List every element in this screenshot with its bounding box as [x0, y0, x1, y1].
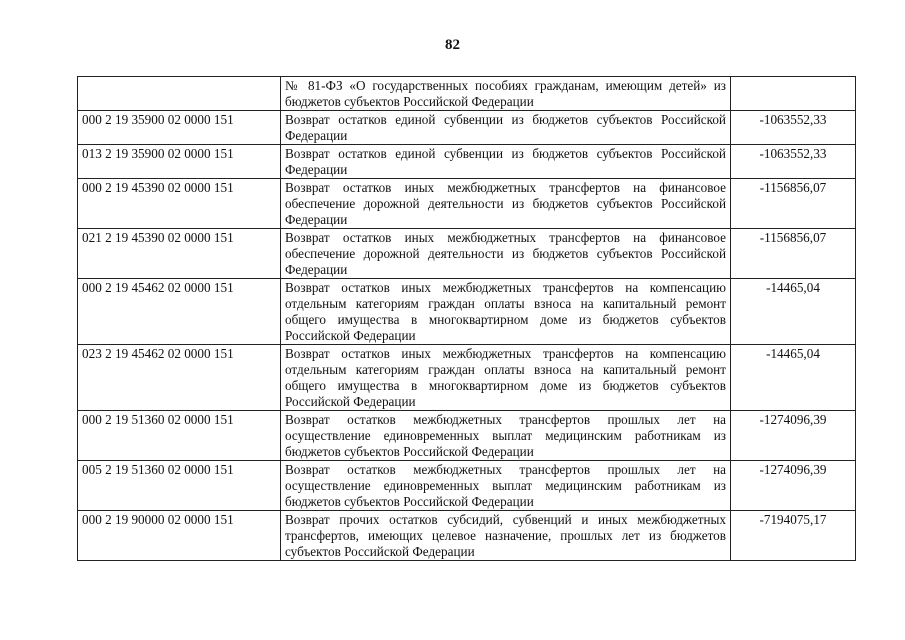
table-row — [78, 345, 856, 411]
row-description: Возврат остатков иных межбюджетных трансфертов на компенсацию отдельным категориям граждан оплаты взноса на капитальный ремонт общего имущества в многоквартирном доме из бюджетов субъектов Российской Федерации — [281, 345, 731, 411]
row-amount: -1156856,07 — [731, 179, 856, 229]
table-row — [78, 229, 856, 279]
table-row — [78, 145, 856, 179]
budget-code — [78, 77, 281, 111]
row-amount: -14465,04 — [731, 279, 856, 345]
table-row — [78, 279, 856, 345]
table-row — [78, 411, 856, 461]
row-amount: -1063552,33 — [731, 111, 856, 145]
row-amount: -1274096,39 — [731, 411, 856, 461]
row-description: Возврат остатков единой субвенции из бюджетов субъектов Российской Федерации — [281, 145, 731, 179]
row-description: Возврат остатков межбюджетных трансфертов прошлых лет на осуществление единовременных выплат медицинским работникам из бюджетов субъектов Российской Федерации — [281, 411, 731, 461]
budget-table — [77, 76, 856, 561]
row-description: № 81-ФЗ «О государственных пособиях гражданам, имеющим детей» из бюджетов субъектов Российской Федерации — [281, 77, 731, 111]
table-row — [78, 179, 856, 229]
table-row — [78, 77, 856, 111]
row-amount: -7194075,17 — [731, 511, 856, 561]
row-description: Возврат остатков единой субвенции из бюджетов субъектов Российской Федерации — [281, 111, 731, 145]
page-number: 82 — [445, 37, 460, 53]
row-description: Возврат остатков иных межбюджетных трансфертов на финансовое обеспечение дорожной деятельности из бюджетов субъектов Российской Федерации — [281, 179, 731, 229]
row-description: Возврат остатков иных межбюджетных трансфертов на компенсацию отдельным категориям граждан оплаты взноса на капитальный ремонт общего имущества в многоквартирном доме из бюджетов субъектов Российской Федерации — [281, 279, 731, 345]
table-row — [78, 461, 856, 511]
budget-code: 005 2 19 51360 02 0000 151 — [78, 461, 281, 511]
budget-table-body — [78, 77, 856, 561]
budget-code: 013 2 19 35900 02 0000 151 — [78, 145, 281, 179]
row-amount: -1274096,39 — [731, 461, 856, 511]
row-amount: -14465,04 — [731, 345, 856, 411]
row-description: Возврат остатков межбюджетных трансфертов прошлых лет на осуществление единовременных выплат медицинским работникам из бюджетов субъектов Российской Федерации — [281, 461, 731, 511]
budget-code: 023 2 19 45462 02 0000 151 — [78, 345, 281, 411]
row-amount: -1156856,07 — [731, 229, 856, 279]
row-amount: -1063552,33 — [731, 145, 856, 179]
row-amount — [731, 77, 856, 111]
table-row — [78, 111, 856, 145]
budget-code: 000 2 19 51360 02 0000 151 — [78, 411, 281, 461]
budget-code: 000 2 19 90000 02 0000 151 — [78, 511, 281, 561]
row-description: Возврат остатков иных межбюджетных трансфертов на финансовое обеспечение дорожной деятельности из бюджетов субъектов Российской Федерации — [281, 229, 731, 279]
budget-code: 021 2 19 45390 02 0000 151 — [78, 229, 281, 279]
row-description: Возврат прочих остатков субсидий, субвенций и иных межбюджетных трансфертов, имеющих целевое назначение, прошлых лет из бюджетов субъектов Российской Федерации — [281, 511, 731, 561]
budget-code: 000 2 19 35900 02 0000 151 — [78, 111, 281, 145]
table-row — [78, 511, 856, 561]
budget-code: 000 2 19 45462 02 0000 151 — [78, 279, 281, 345]
budget-code: 000 2 19 45390 02 0000 151 — [78, 179, 281, 229]
